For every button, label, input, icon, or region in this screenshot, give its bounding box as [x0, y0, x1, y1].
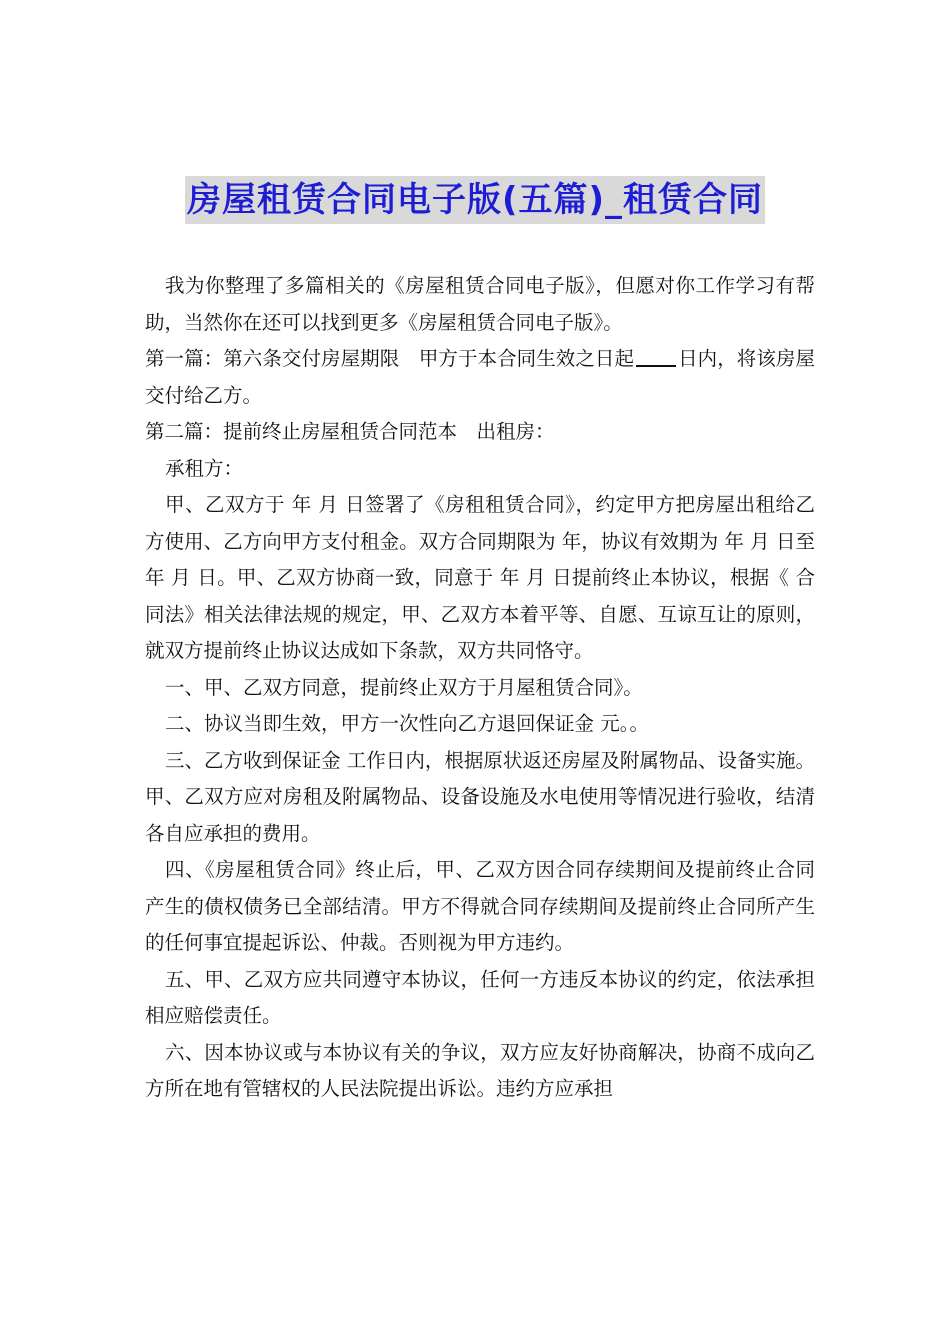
- agreement-paragraph: 甲、乙双方于 年 月 日签署了《房租租赁合同》，约定甲方把房屋出租给乙方使用、乙方向甲方支付租金。双方合同期限为 年，协议有效期为 年 月 日至 年 月 日。甲、乙双方协商一致，同意于 年 月 日提前终止本协议，根据《 合同法》相关法律法规的规定，甲、乙双方本着平等、自愿、互谅互让的原则，就双方提前终止协议达成如下条款，双方共同恪守。: [145, 493, 815, 662]
- clause-two: 二、协议当即生效，甲方一次性向乙方退回保证金 元。。: [165, 712, 649, 735]
- clause-six: 六、因本协议或与本协议有关的争议，双方应友好协商解决，协商不成向乙方所在地有管辖权的人民法院提出诉讼。违约方应承担: [145, 1040, 815, 1100]
- document-body: [145, 268, 815, 1108]
- section-one-text-after: 日内，将该房屋交付给乙方。: [145, 347, 815, 407]
- clause-three: 三、乙方收到保证金 工作日内，根据原状返还房屋及附属物品、设备实施。甲、乙双方应对房租及附属物品、设备设施及水电使用等情况进行验收，结清各自应承担的费用。: [145, 748, 815, 845]
- intro-paragraph: 我为你整理了多篇相关的《房屋租赁合同电子版》，但愿对你工作学习有帮助，当然你在还可以找到更多《房屋租赁合同电子版》。: [145, 274, 815, 334]
- title-container: [0, 176, 950, 224]
- clause-five: 五、甲、乙双方应共同遵守本协议，任何一方违反本协议的约定，依法承担相应赔偿责任。: [145, 967, 815, 1027]
- document-title: 房屋租赁合同电子版(五篇)_租赁合同: [185, 176, 765, 224]
- section-one-text-before: 甲方于本合同生效之日起: [399, 347, 635, 370]
- clause-four: 四、《房屋租赁合同》终止后，甲、乙双方因合同存续期间及提前终止合同产生的债权债务已全部结清。甲方不得就合同存续期间及提前终止合同所产生的任何事宜提起诉讼、仲裁。否则视为甲方违约。: [145, 858, 815, 954]
- section-two-heading: 第二篇：提前终止房屋租赁合同范本 出租房：: [145, 420, 555, 443]
- tenant-label: 承租方：: [165, 456, 244, 480]
- section-one-paragraph: [145, 341, 815, 414]
- clause-one: 一、甲、乙双方同意，提前终止双方于月屋租赁合同》。: [165, 675, 643, 699]
- section-one-heading: 第一篇：第六条交付房屋期限: [145, 347, 400, 370]
- blank-underline: [636, 346, 676, 368]
